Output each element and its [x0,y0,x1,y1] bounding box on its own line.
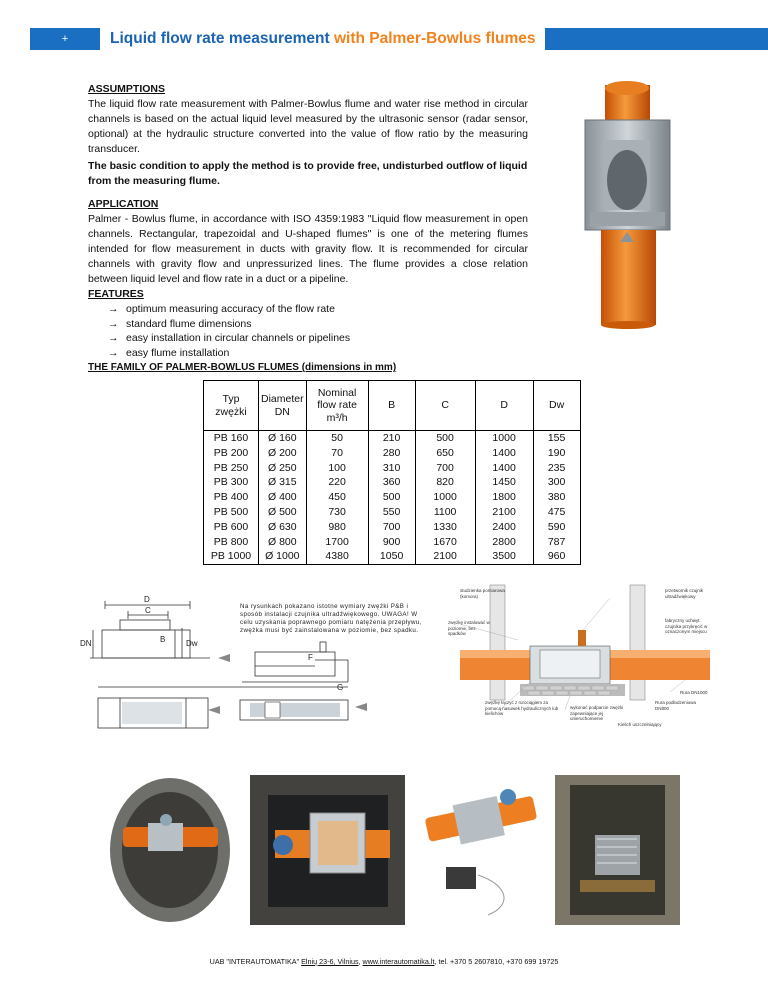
table-row [204,520,581,535]
arrow-icon: → [108,332,119,344]
photo-manhole-round [108,775,233,925]
table-cell: 300 [533,475,580,490]
label-joint: zwężkę łączyć z rurociągiem za pomocą nasuwek hydraulicznych lub kielichów [485,700,559,716]
table-row [204,505,581,520]
label-bracket: fabryczny uchwyt czujnika przykręcić w oznaczonym miejscu [665,618,708,634]
label-C: C [145,606,151,615]
footer-phones: tel. +370 5 2607810, +370 699 19725 [438,957,559,966]
table-cell: 650 [415,446,475,461]
table-cell: PB 400 [204,490,259,505]
plus-icon: + [61,33,69,45]
table-row [204,475,581,490]
page-title [110,28,536,50]
table-cell: 280 [368,446,415,461]
table-cell: PB 800 [204,535,259,550]
table-cell: Ø 250 [259,461,307,476]
table-row [204,446,581,461]
photo-manhole-view [555,775,680,925]
title-accent: with Palmer-Bowlus flumes [333,30,536,47]
table-cell: 70 [306,446,368,461]
label-horizontal: zwężkę instalować w poziomie, bez spadków [448,620,490,636]
header-tail-bar [545,28,768,50]
table-cell: 900 [368,535,415,550]
table-row [204,431,581,446]
page-header [30,28,768,50]
table-cell: 980 [306,520,368,535]
table-cell: 590 [533,520,580,535]
installation-drawing [430,580,720,760]
list-item: → standard flume dimensions [108,317,252,330]
features-heading: FEATURES [88,288,144,300]
table-cell: 220 [306,475,368,490]
label-sensor: przetwornik czujnik ultradźwiękowy [665,588,704,599]
table-row [204,461,581,476]
table-cell: PB 250 [204,461,259,476]
footer-company: UAB "INTERAUTOMATIKA" [209,957,300,966]
table-cell: 1450 [475,475,533,490]
table-cell: 310 [368,461,415,476]
table-cell: PB 600 [204,520,259,535]
label-pipe: Rura DN1000 [680,690,708,695]
table-cell: 450 [306,490,368,505]
table-cell: 1700 [306,535,368,550]
table-cell: Ø 500 [259,505,307,520]
list-item: → optimum measuring accuracy of the flow rate [108,303,335,315]
family-table-title: THE FAMILY OF PALMER-BOWLUS FLUMES (dimensions in mm) [88,362,397,373]
table-cell: 100 [306,461,368,476]
table-cell: 820 [415,475,475,490]
arrow-icon: → [108,346,119,359]
table-cell: 2400 [475,520,533,535]
table-cell: 960 [533,549,580,564]
table-cell: 155 [533,431,580,446]
table-cell: PB 160 [204,431,259,446]
photo-chamber-install [250,775,405,925]
title-main: Liquid flow rate measurement [110,30,330,47]
footer-website-link[interactable]: www.interautomatika.lt [362,957,435,966]
label-DN: DN [80,639,92,648]
flume-pipe-photo [575,80,685,330]
label-D: D [144,595,150,604]
table-cell: 2800 [475,535,533,550]
family-table-body [204,431,581,565]
table-cell: Ø 315 [259,475,307,490]
photo-flume-unit [418,775,543,925]
table-cell: PB 200 [204,446,259,461]
label-B: B [160,635,166,644]
application-body: Palmer - Bowlus flume, in accordance with ISO 4359:1983 "Liquid flow measurement in open channels. Rectangular, trapezoidal and U-shaped flumes" is one of the metering flumes intended for flow measurement in ducts with gravity flow. It is recommended for circular channels with gravity flow and unpressurized lines. The flume provides a close relation between liquid level and flow rate in a duct or a pipeline. [88,213,528,285]
table-cell: Ø 1000 [259,549,307,564]
table-cell: 2100 [415,549,475,564]
family-table [203,380,581,565]
table-cell: 210 [368,431,415,446]
list-item: → easy installation in circular channels or pipelines [108,332,351,344]
arrow-icon: → [108,303,119,315]
label-Dw: Dw [186,639,198,648]
table-cell: 1400 [475,461,533,476]
table-cell: 380 [533,490,580,505]
table-cell: 50 [306,431,368,446]
table-cell: 1050 [368,549,415,564]
header-lead-bar [30,28,100,50]
table-cell: Ø 160 [259,431,307,446]
table-cell: 1100 [415,505,475,520]
table-cell: PB 300 [204,475,259,490]
assumptions-heading: ASSUMPTIONS [88,83,166,95]
table-cell: 500 [368,490,415,505]
table-cell: Ø 800 [259,535,307,550]
table-cell: 1330 [415,520,475,535]
label-seal: Kielich uszczelniający [618,722,662,727]
label-F: F [308,653,313,662]
page-footer: UAB "INTERAUTOMATIKA" Elnių 23-6, Vilnius, www.interautomatika.lt, tel. +370 5 2607810, +370 699 19725 [209,957,559,966]
application-heading: APPLICATION [88,198,159,210]
label-G: G [337,683,344,692]
table-cell: 360 [368,475,415,490]
table-cell: 700 [415,461,475,476]
assumptions-condition: The basic condition to apply the method is to provide free, undisturbed outflow of liquid from the measuring flume. [88,160,528,187]
table-cell: 2100 [475,505,533,520]
table-row [204,535,581,550]
application-section [88,197,528,287]
table-cell: 550 [368,505,415,520]
table-cell: 1800 [475,490,533,505]
table-cell: 700 [368,520,415,535]
label-anchor: wykonać podparcie zwężki zapewniające jej unieruchomienie [570,705,624,721]
table-cell: 190 [533,446,580,461]
table-cell: 235 [533,461,580,476]
table-cell: 500 [415,431,475,446]
installation-note: Na rysunkach pokazano istotne wymiary zwężki P&B i sposób instalacji czujnika ultradźwiękowego. UWAGA! W celu uzyskania poprawnego pomiaru natężenia przepływu, zwężka musi być zainstalowana w poziomie, bez spadku. [240,603,422,634]
list-item: → easy flume installation [108,346,230,359]
table-cell: Ø 400 [259,490,307,505]
table-cell: 1000 [475,431,533,446]
arrow-icon: → [108,317,119,330]
table-row [204,490,581,505]
table-cell: 1670 [415,535,475,550]
table-cell: 475 [533,505,580,520]
assumptions-section [88,82,528,157]
table-cell: Ø 200 [259,446,307,461]
table-cell: 1000 [415,490,475,505]
label-chamber: studzienka pomiarowa (komora) [460,588,505,599]
table-cell: 730 [306,505,368,520]
table-cell: PB 1000 [204,549,259,564]
features-list [108,302,528,360]
footer-address[interactable]: Elnių 23-6, Vilnius [301,957,359,966]
table-cell: 787 [533,535,580,550]
table-header-row: Typ zwężki Diameter DN Nominal flow rate m³/h B C D Dw [204,381,581,431]
table-cell: Ø 630 [259,520,307,535]
table-row [204,549,581,564]
table-cell: 3500 [475,549,533,564]
table-cell: 4380 [306,549,368,564]
table-cell: 1400 [475,446,533,461]
assumptions-body: The liquid flow rate measurement with Palmer-Bowlus flume and water rise method in circular channels is based on the actual liquid level measured by the ultrasonic sensor (radar sensor, optional) at the hydraulic structure converted into the value of flow ratio by the measuring transducer. [88,98,528,155]
label-feed-pipe: Rura podłodzeniowa DN800 [655,700,697,711]
table-cell: PB 500 [204,505,259,520]
features-section [88,287,528,360]
